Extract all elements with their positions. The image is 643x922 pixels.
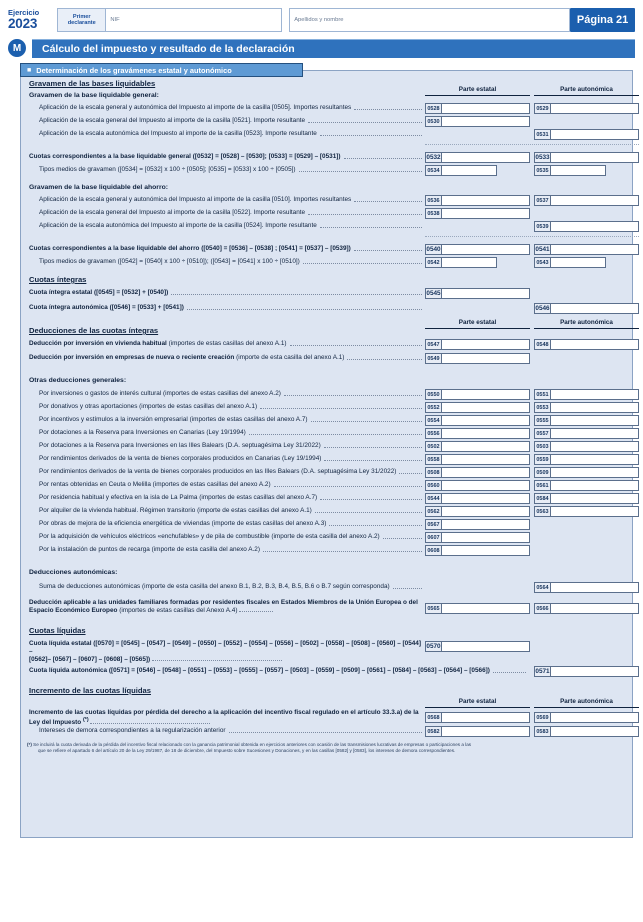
- box-0542[interactable]: [425, 257, 497, 268]
- column-header-estatal: Parte estatal: [458, 86, 497, 93]
- box-number-0508: 0508: [425, 467, 442, 478]
- box-input-0534[interactable]: [442, 165, 497, 176]
- label-cell: [39, 429, 425, 437]
- dotted-separator: [425, 236, 639, 237]
- column-rule: [425, 328, 530, 329]
- box-input-0558[interactable]: [442, 454, 530, 465]
- box-0536[interactable]: [425, 195, 530, 206]
- row-intereses-demora: Intereses de demora correspondientes a la regularización anterior: [39, 727, 425, 735]
- box-0570[interactable]: [425, 641, 530, 652]
- box-number-0570: 0570: [426, 643, 441, 650]
- column-header-estatal: Parte estatal: [458, 319, 497, 326]
- group-heading: [29, 275, 329, 284]
- box-number-0551: 0551: [534, 389, 551, 400]
- row-cuotas-ahorro: Cuotas correspondientes a la base liquidable del ahorro ([0540] = [0536] – [0538] ; [0541] = [0537] – [0539]): [29, 245, 425, 253]
- row-general-2: Aplicación de la escala autonómica del Impuesto al importe de la casilla [0523]. Importe resultante: [39, 130, 425, 138]
- box-input-0564[interactable]: [551, 582, 639, 593]
- label-cell: [39, 222, 425, 230]
- box-input-0562[interactable]: [442, 506, 530, 517]
- row-cuota-integra-1: Cuota íntegra autonómica ([0546] = [0533] + [0541]): [29, 304, 425, 312]
- box-input-0561[interactable]: [551, 480, 639, 491]
- heading-incremento: Incremento de las cuotas líquidas: [29, 686, 151, 695]
- row-tipos-medios-ahorro: Tipos medios de gravamen ([0542] = [0540] x 100 ÷ [0510]); ([0543] = [0541] x 100 ÷ [0510]): [39, 258, 425, 266]
- box-input-0583[interactable]: [551, 726, 639, 737]
- label-cell: [29, 289, 425, 297]
- row-otra-deduccion-12: Por la instalación de puntos de recarga (importe de esta casilla del anexo A.2): [39, 546, 425, 554]
- box-input-0608[interactable]: [442, 545, 530, 556]
- box-number-0569: 0569: [534, 712, 551, 723]
- row-ahorro-0: Aplicación de la escala general y autonómica del Impuesto al importe de la casilla [0510]. Importes resultantes: [39, 196, 425, 204]
- box-number-0583: 0583: [534, 726, 551, 737]
- box-0607[interactable]: [425, 532, 530, 543]
- heading-deducciones-integras: Deducciones de las cuotas íntegras: [29, 326, 159, 335]
- label-cell: [39, 258, 425, 266]
- box-input-0538[interactable]: [442, 208, 530, 219]
- section-header: [8, 38, 635, 58]
- box-input-0560[interactable]: [442, 480, 530, 491]
- box-number-0533: 0533: [535, 154, 550, 161]
- label-cell: [29, 354, 425, 362]
- row-otra-deduccion-6: Por rendimientos derivados de la venta de bienes corporales producidos en las Illes Balears (D.A. septuagésima Ley 31/2022): [39, 468, 425, 476]
- box-number-0547: 0547: [425, 339, 442, 350]
- label-cell: [39, 583, 425, 591]
- box-number-0545: 0545: [426, 290, 441, 297]
- heading-cuotas-integras: Cuotas íntegras: [29, 275, 87, 284]
- box-input-0570[interactable]: [442, 641, 530, 652]
- column-rule: [534, 95, 639, 96]
- group-heading: [29, 686, 329, 695]
- subsection-header: [20, 63, 303, 77]
- box-number-0540: 0540: [426, 246, 441, 253]
- box-0556[interactable]: [425, 428, 530, 439]
- box-number-0567: 0567: [425, 519, 442, 530]
- label-cell: [39, 494, 425, 502]
- label-cell: [29, 245, 425, 253]
- box-0560[interactable]: [425, 480, 530, 491]
- section-title: Cálculo del impuesto y resultado de la declaración: [32, 39, 635, 58]
- box-number-0563: 0563: [534, 506, 551, 517]
- box-0539[interactable]: [534, 221, 639, 232]
- label-cell: [39, 727, 425, 735]
- group-heading: [29, 626, 329, 635]
- box-input-0532[interactable]: [442, 152, 530, 163]
- declarante-line2: declarante: [67, 20, 96, 26]
- box-0502[interactable]: [425, 441, 530, 452]
- box-number-0543: 0543: [534, 257, 551, 268]
- box-input-0556[interactable]: [442, 428, 530, 439]
- label-cell: [39, 403, 425, 411]
- box-number-0535: 0535: [534, 165, 551, 176]
- box-0583[interactable]: [534, 726, 639, 737]
- row-cuotas-general: Cuotas correspondientes a la base liquidable general ([0532] = [0528] – [0530]; [0533] = [0529] – [0531]): [29, 153, 425, 161]
- label-cell: [39, 104, 425, 112]
- box-0582[interactable]: [425, 726, 530, 737]
- box-input-0543[interactable]: [551, 257, 606, 268]
- column-rule: [534, 707, 639, 708]
- box-0571[interactable]: [534, 666, 639, 677]
- box-0528[interactable]: [425, 103, 530, 114]
- subheading-base-ahorro: Gravamen de la base liquidable del ahorro:: [29, 184, 169, 191]
- box-input-0540[interactable]: [442, 244, 530, 255]
- row-otra-deduccion-8: Por residencia habitual y efectiva en la isla de La Palma (importes de estas casillas del anexo A.7): [39, 494, 425, 502]
- label-cell: [29, 599, 425, 615]
- box-input-0548[interactable]: [551, 339, 639, 350]
- box-0541[interactable]: [534, 244, 639, 255]
- box-input-0541[interactable]: [551, 244, 639, 255]
- ejercicio-label: Ejercicio: [8, 8, 40, 18]
- box-input-0566[interactable]: [551, 603, 639, 614]
- column-header-autonomica: Parte autonómica: [560, 319, 613, 326]
- box-input-0565[interactable]: [442, 603, 530, 614]
- box-input-0550[interactable]: [442, 389, 530, 400]
- row-tipos-medios-general: Tipos medios de gravamen ([0534] = [0532] x 100 ÷ [0505]; [0535] = [0533] x 100 ÷ [0505]): [39, 166, 425, 174]
- box-number-0544: 0544: [425, 493, 442, 504]
- row-otra-deduccion-10: Por obras de mejora de la eficiencia energética de viviendas (importe de estas casillas del anexo A.3): [39, 520, 425, 528]
- box-number-0537: 0537: [534, 195, 551, 206]
- box-number-0550: 0550: [425, 389, 442, 400]
- section-letter-badge: M: [8, 39, 26, 57]
- box-number-0531: 0531: [534, 129, 551, 140]
- box-0553[interactable]: [534, 402, 639, 413]
- box-0555[interactable]: [534, 415, 639, 426]
- row-ahorro-2: Aplicación de la escala autonómica del Impuesto al importe de la casilla [0524]. Importe resultante: [39, 222, 425, 230]
- box-0567[interactable]: [425, 519, 530, 530]
- label-cell: [39, 520, 425, 528]
- box-0550[interactable]: [425, 389, 530, 400]
- box-input-0607[interactable]: [442, 532, 530, 543]
- box-0565[interactable]: [425, 603, 530, 614]
- box-input-0528[interactable]: [442, 103, 530, 114]
- box-number-0607: 0607: [425, 532, 442, 543]
- dotted-separator: [425, 144, 639, 145]
- label-cell: [39, 130, 425, 138]
- box-number-0564: 0564: [534, 582, 551, 593]
- label-cell: [39, 166, 425, 174]
- bullet-icon: ■: [27, 66, 32, 74]
- label-cell: [39, 390, 425, 398]
- box-number-0548: 0548: [534, 339, 551, 350]
- box-input-0557[interactable]: [551, 428, 639, 439]
- box-input-0555[interactable]: [551, 415, 639, 426]
- box-input-0539[interactable]: [551, 221, 639, 232]
- nif-input[interactable]: NIF: [105, 8, 282, 32]
- box-input-0530[interactable]: [442, 116, 530, 127]
- row-incremento-cuotas: Incremento de las cuotas líquidas por pérdida del derecho a la aplicación del incentivo fiscal regulado en el artículo 33.3.a) de la Ley del Impuesto (*): [29, 709, 419, 727]
- declarante-line1: Primer: [72, 13, 91, 20]
- box-0548[interactable]: [534, 339, 639, 350]
- box-0584[interactable]: [534, 493, 639, 504]
- box-input-0542[interactable]: [442, 257, 497, 268]
- page-number-badge: Página 21: [570, 8, 635, 32]
- subheading-base-general: Gravamen de la base liquidable general:: [29, 92, 159, 99]
- row-general-0: Aplicación de la escala general y autonómica del Impuesto al importe de la casilla [0505]. Importes resultantes: [39, 104, 425, 112]
- group-heading: [29, 79, 329, 88]
- box-number-0528: 0528: [425, 103, 442, 114]
- box-input-0535[interactable]: [551, 165, 606, 176]
- box-number-0553: 0553: [534, 402, 551, 413]
- box-input-0559[interactable]: [551, 454, 639, 465]
- form-panel: [20, 70, 633, 838]
- box-input-0549[interactable]: [442, 353, 530, 364]
- box-0547[interactable]: [425, 339, 530, 350]
- box-0546[interactable]: [534, 303, 639, 314]
- box-number-0565: 0565: [425, 603, 442, 614]
- box-0562[interactable]: [425, 506, 530, 517]
- box-number-0541: 0541: [535, 246, 550, 253]
- row-otra-deduccion-5: Por rendimientos derivados de la venta de bienes corporales producidos en Canarias (Ley 19/1994): [39, 455, 425, 463]
- box-number-0566: 0566: [534, 603, 551, 614]
- label-cell: [39, 442, 425, 450]
- box-0557[interactable]: [534, 428, 639, 439]
- box-number-0530: 0530: [425, 116, 442, 127]
- subheading-deducciones-autonomicas: Deducciones autonómicas:: [29, 569, 118, 576]
- box-0563[interactable]: [534, 506, 639, 517]
- box-number-0555: 0555: [534, 415, 551, 426]
- row-ahorro-1: Aplicación de la escala general del Impuesto al importe de la casilla [0522]. Importe resultante: [39, 209, 425, 217]
- box-input-0547[interactable]: [442, 339, 530, 350]
- box-number-0568: 0568: [425, 712, 442, 723]
- row-cuota-integra-0: Cuota íntegra estatal ([0545] = [0532] + [0540]): [29, 289, 425, 297]
- row-general-1: Aplicación de la escala general del Impuesto al importe de la casilla [0521]. Importe resultante: [39, 117, 425, 125]
- footnote-line-1: Se incluirá la cuota derivada de la pérdida del incentivo fiscal relacionado con la ganancia patrimonial obtenida en ejercicios anteriores con ocasión de las transmisiones lucrativas de empresas o participaciones a las: [33, 742, 472, 747]
- row-otra-deduccion-1: Por donativos y otras aportaciones (importes de estas casillas del anexo A.1): [39, 403, 425, 411]
- box-0569[interactable]: [534, 712, 639, 723]
- box-0532[interactable]: [425, 152, 530, 163]
- label-cell: [29, 340, 425, 348]
- footnote-marker: (*): [27, 742, 34, 747]
- box-number-0542: 0542: [425, 257, 442, 268]
- box-0551[interactable]: [534, 389, 639, 400]
- box-0534[interactable]: [425, 165, 497, 176]
- box-input-0546[interactable]: [551, 303, 639, 314]
- column-header-autonomica: Parte autonómica: [560, 86, 613, 93]
- label-cell: [39, 117, 425, 125]
- box-0509[interactable]: [534, 467, 639, 478]
- box-number-0556: 0556: [425, 428, 442, 439]
- row-deduccion-ue: Deducción aplicable a las unidades familiares formadas por residentes fiscales en Estados Miembros de la Unión Europea o del Espacio Económico Europeo (importes de estas casillas del Anexo A.4): [29, 599, 418, 614]
- box-number-0549: 0549: [425, 353, 442, 364]
- label-cell: [39, 468, 425, 476]
- box-0568[interactable]: [425, 712, 530, 723]
- row-otra-deduccion-2: Por incentivos y estímulos a la inversión empresarial (importes de estas casillas del anexo A.7): [39, 416, 425, 424]
- box-input-0537[interactable]: [551, 195, 639, 206]
- label-cell: [39, 533, 425, 541]
- box-0564[interactable]: [534, 582, 639, 593]
- box-0608[interactable]: [425, 545, 530, 556]
- label-cell: [39, 196, 425, 204]
- box-input-0502[interactable]: [442, 441, 530, 452]
- label-cell: [39, 209, 425, 217]
- box-input-0554[interactable]: [442, 415, 530, 426]
- box-number-0509: 0509: [534, 467, 551, 478]
- box-number-0558: 0558: [425, 454, 442, 465]
- box-0558[interactable]: [425, 454, 530, 465]
- box-number-0608: 0608: [425, 545, 442, 556]
- box-0552[interactable]: [425, 402, 530, 413]
- box-input-0536[interactable]: [442, 195, 530, 206]
- label-cell: [29, 640, 425, 664]
- box-0530[interactable]: [425, 116, 530, 127]
- box-0538[interactable]: [425, 208, 530, 219]
- box-number-0539: 0539: [534, 221, 551, 232]
- box-0540[interactable]: [425, 244, 530, 255]
- box-input-0545[interactable]: [442, 288, 530, 299]
- box-number-0532: 0532: [426, 154, 441, 161]
- box-number-0571: 0571: [535, 668, 550, 675]
- box-0535[interactable]: [534, 165, 606, 176]
- group-subheading: [29, 377, 359, 385]
- box-input-0508[interactable]: [442, 467, 530, 478]
- row-otra-deduccion-3: Por dotaciones a la Reserva para Inversiones en Canarias (Ley 19/1994): [39, 429, 425, 437]
- subheading-otras-deducciones: Otras deducciones generales:: [29, 377, 127, 384]
- box-0545[interactable]: [425, 288, 530, 299]
- group-heading: [29, 326, 329, 335]
- label-cell: [39, 455, 425, 463]
- box-0543[interactable]: [534, 257, 606, 268]
- ejercicio-year: 2023: [8, 15, 38, 31]
- box-number-0560: 0560: [425, 480, 442, 491]
- ejercicio-block: [8, 9, 53, 30]
- group-subheading: [29, 184, 359, 192]
- box-0529[interactable]: [534, 103, 639, 114]
- box-number-0534: 0534: [425, 165, 442, 176]
- box-number-0561: 0561: [534, 480, 551, 491]
- box-number-0562: 0562: [425, 506, 442, 517]
- footnote: [27, 742, 627, 754]
- box-0503[interactable]: [534, 441, 639, 452]
- box-input-0567[interactable]: [442, 519, 530, 530]
- box-number-0538: 0538: [425, 208, 442, 219]
- box-input-0568[interactable]: [442, 712, 530, 723]
- box-number-0559: 0559: [534, 454, 551, 465]
- column-header-autonomica: Parte autonómica: [560, 698, 613, 705]
- row-deduccion-integra-1: Deducción por inversión en empresas de nueva o reciente creación (importe de esta casilla del anexo A.1): [29, 354, 425, 362]
- box-input-0571[interactable]: [551, 666, 639, 677]
- box-0537[interactable]: [534, 195, 639, 206]
- row-cuota-liquida-estatal: Cuota líquida estatal ([0570] = [0545] – [0547] – [0549] – [0550] – [0552] – [0554] – [0556] – [0502] – [0558] – [0508] – [0560] – [0544] – [0562]– [0567] – [0607] – [0608] – [0565]): [29, 640, 421, 663]
- box-0566[interactable]: [534, 603, 639, 614]
- box-input-0503[interactable]: [551, 441, 639, 452]
- box-number-0552: 0552: [425, 402, 442, 413]
- box-number-0502: 0502: [425, 441, 442, 452]
- row-otra-deduccion-11: Por la adquisición de vehículos eléctricos «enchufables» y de pila de combustible (importe de esta casilla del anexo A.2): [39, 533, 425, 541]
- nombre-input[interactable]: Apellidos y nombre: [289, 8, 570, 32]
- column-rule: [534, 328, 639, 329]
- group-subheading: [29, 92, 359, 100]
- heading-cuotas-liquidas: Cuotas líquidas: [29, 626, 86, 635]
- box-number-0584: 0584: [534, 493, 551, 504]
- box-input-0544[interactable]: [442, 493, 530, 504]
- column-rule: [425, 95, 530, 96]
- label-cell: [39, 481, 425, 489]
- box-input-0563[interactable]: [551, 506, 639, 517]
- label-cell: [29, 709, 425, 727]
- box-input-0584[interactable]: [551, 493, 639, 504]
- box-input-0533[interactable]: [551, 152, 639, 163]
- group-subheading: [29, 569, 359, 577]
- label-cell: [29, 153, 425, 161]
- box-0554[interactable]: [425, 415, 530, 426]
- row-otra-deduccion-7: Por rentas obtenidas en Ceuta o Melilla (importes de estas casillas del anexo A.2): [39, 481, 425, 489]
- label-cell: [39, 416, 425, 424]
- label-cell: [29, 304, 425, 312]
- box-number-0557: 0557: [534, 428, 551, 439]
- box-0549[interactable]: [425, 353, 530, 364]
- box-number-0554: 0554: [425, 415, 442, 426]
- box-0533[interactable]: [534, 152, 639, 163]
- box-input-0553[interactable]: [551, 402, 639, 413]
- box-number-0503: 0503: [534, 441, 551, 452]
- box-0508[interactable]: [425, 467, 530, 478]
- box-input-0509[interactable]: [551, 467, 639, 478]
- box-input-0569[interactable]: [551, 712, 639, 723]
- identity-bar: [8, 6, 635, 34]
- box-0544[interactable]: [425, 493, 530, 504]
- box-input-0582[interactable]: [442, 726, 530, 737]
- row-otra-deduccion-0: Por inversiones o gastos de interés cultural (importes de estas casillas del anexo A.2): [39, 390, 425, 398]
- box-0561[interactable]: [534, 480, 639, 491]
- column-rule: [425, 707, 530, 708]
- box-number-0546: 0546: [535, 305, 550, 312]
- box-input-0529[interactable]: [551, 103, 639, 114]
- declarante-label: [57, 8, 106, 32]
- box-number-0582: 0582: [425, 726, 442, 737]
- box-0531[interactable]: [534, 129, 639, 140]
- box-0559[interactable]: [534, 454, 639, 465]
- heading-bases-liquidables: Gravamen de las bases liquidables: [29, 79, 156, 88]
- label-cell: [39, 546, 425, 554]
- box-number-0536: 0536: [425, 195, 442, 206]
- row-otra-deduccion-4: Por dotaciones a la Reserva para Inversiones en las Illes Balears (D.A. septuagésima Ley 31/2022): [39, 442, 425, 450]
- row-deduccion-integra-0: Deducción por inversión en vivienda habitual (importes de estas casillas del anexo A.1): [29, 340, 425, 348]
- footnote-line-2: que se refiere el apartado 6 del artículo 20 de la Ley 29/1987, de 18 de diciembre, del Impuesto sobre Sucesiones y Donaciones, y en las casillas [0582] y [0583], los intereses de demora correspondientes.: [38, 747, 456, 753]
- label-cell: [29, 667, 529, 675]
- box-input-0531[interactable]: [551, 129, 639, 140]
- box-input-0551[interactable]: [551, 389, 639, 400]
- row-cuota-liquida-autonomica: Cuota líquida autonómica ([0571] = [0546] – [0548] – [0551] – [0553] – [0555] – [0557] – [0503] – [0559] – [0509] – [0561] – [0584] – [0563] – [0564] – [0566]): [29, 667, 529, 675]
- box-number-0529: 0529: [534, 103, 551, 114]
- subsection-title: Determinación de los gravámenes estatal y autonómico: [36, 65, 232, 75]
- label-cell: [39, 507, 425, 515]
- column-header-estatal: Parte estatal: [458, 698, 497, 705]
- row-otra-deduccion-9: Por alquiler de la vivienda habitual. Régimen transitorio (importe de estas casillas del anexo A.1): [39, 507, 425, 515]
- row-suma-deducciones-autonomicas: Suma de deducciones autonómicas (importe de esta casilla del anexo B.1, B.2, B.3, B.4, B.5, B.6 o B.7 según corresponda): [39, 583, 425, 591]
- box-input-0552[interactable]: [442, 402, 530, 413]
